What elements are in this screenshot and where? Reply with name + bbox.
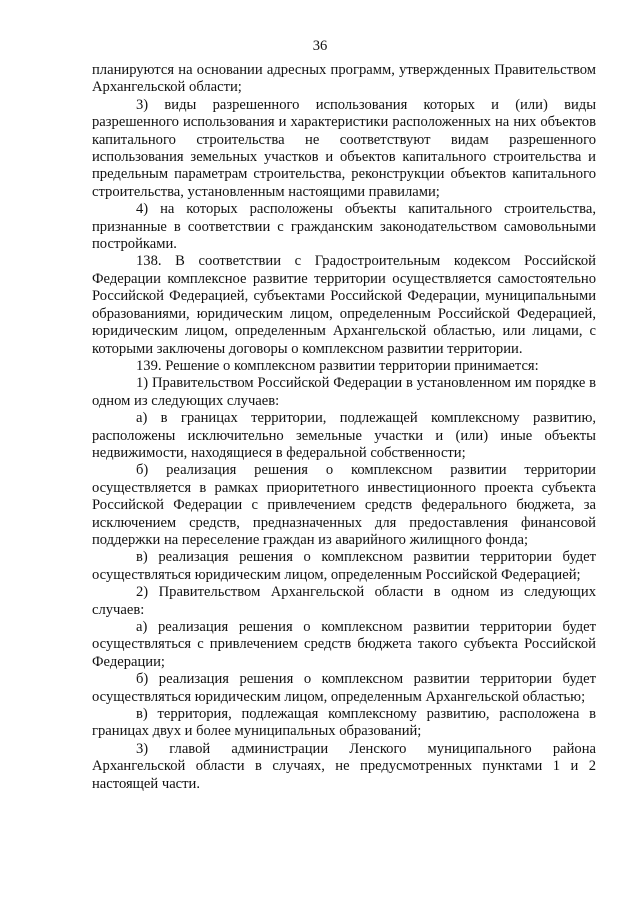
paragraph-item-3: 3) виды разрешенного использования которых и (или) виды разрешенного использования и характеристики расположенных на них объектов капитального строительства не соответствуют видам разрешенного использования земельных участков и объектов капитального строительства и предельным параметрам строительства, реконструкции объектов капитального строительства, установленным настоящими правилами; [92,96,596,200]
paragraph-139-1-a: а) в границах территории, подлежащей комплексному развитию, расположены исключительно земельные участки и (или) иные объекты недвижимости, находящиеся в федеральной собственности; [92,410,596,461]
paragraph-139-item-1: 1) Правительством Российской Федерации в установленном им порядке в одном из следующих случаев: [92,375,596,409]
paragraph-item-4: 4) на которых расположены объекты капитального строительства, признанные в соответствии с гражданским законодательством самовольными постройками. [92,201,596,253]
paragraph-139-2-a: а) реализация решения о комплексном развитии территории будет осуществляться с привлечением средств бюджета такого субъекта Российской Федерации; [92,619,596,670]
paragraph-139-2-v: в) территория, подлежащая комплексному развитию, расположена в границах двух и более муниципальных образований; [92,706,596,740]
page-number: 36 [312,38,328,54]
paragraph-139-1-v: в) реализация решения о комплексном развитии территории будет осуществляться юридическим лицом, определенным Российской Федерацией; [92,549,596,583]
paragraph-139-2-b: б) реализация решения о комплексном развитии территории будет осуществляться юридическим лицом, определенным Архангельской областью; [92,671,596,705]
paragraph-139-1-b: б) реализация решения о комплексном развитии территории осуществляется в рамках приоритетного инвестиционного проекта субъекта Российской Федерации с привлечением средств федерального бюджета, за исключением средств, предназначенных для предоставления финансовой поддержки на переселение граждан из аварийного жилищного фонда; [92,462,596,548]
paragraph-continuation: планируются на основании адресных программ, утвержденных Правительством Архангельской области; [92,62,596,96]
paragraph-139: 139. Решение о комплексном развитии территории принимается: [136,357,539,374]
paragraph-138: 138. В соответствии с Градостроительным кодексом Российской Федерации комплексное развитие территории осуществляется самостоятельно Российской Федерацией, субъектами Российской Федерации, муниципальными образованиями, юридическим лицом, определенным Российской Федерацией, юридическим лицом, определенным Архангельской областью, или лицами, с которыми заключены договоры о комплексном развитии территории. [92,253,596,357]
document-body [92,62,596,793]
paragraph-139-item-3: 3) главой администрации Ленского муниципального района Архангельской области в случаях, не предусмотренных пунктами 1 и 2 настоящей части. [92,740,596,792]
paragraph-139-item-2: 2) Правительством Архангельской области в одном из следующих случаев: [92,584,596,618]
